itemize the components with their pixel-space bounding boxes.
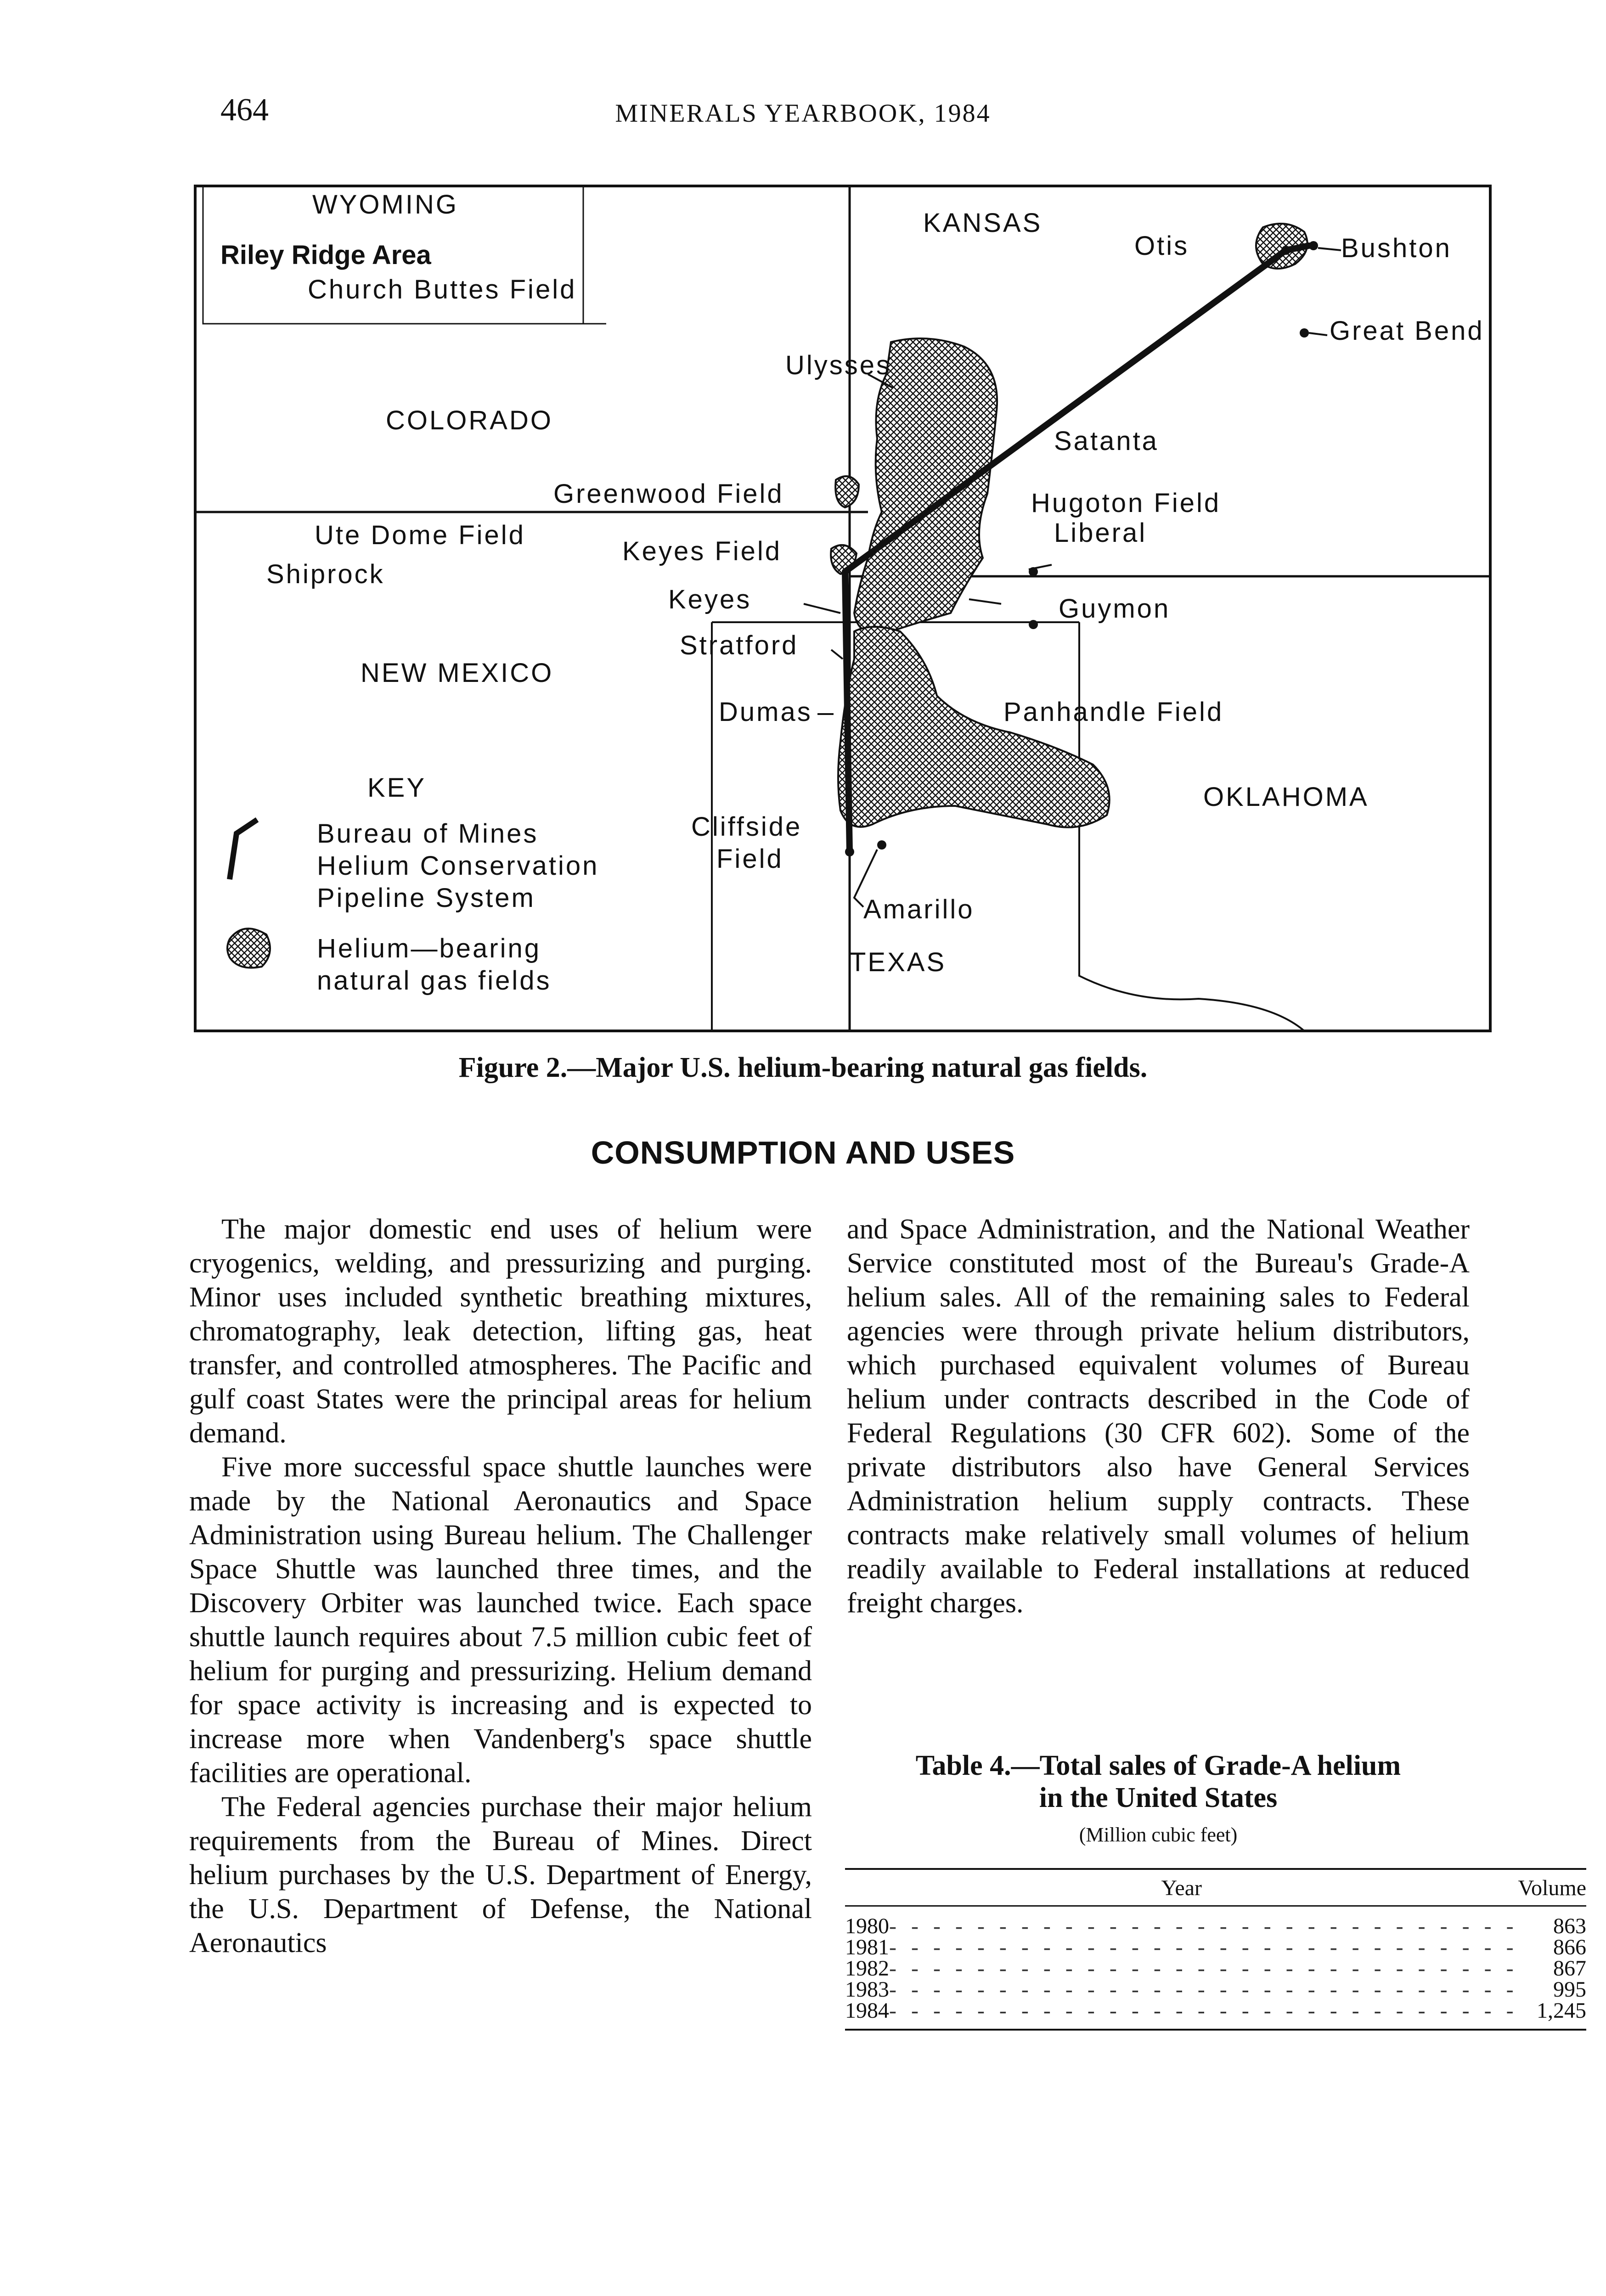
leader-dots: - - - - - - - - - - - - - - - - - - - - - - - - - - - - - (889, 1979, 1518, 2000)
key-pipeline-line-1: Bureau of Mines (317, 819, 539, 849)
label-panhandle-field: Panhandle Field (1003, 697, 1224, 727)
label-kansas: KANSAS (923, 208, 1042, 238)
label-greenwood-field: Greenwood Field (553, 479, 784, 509)
leader-dots: - - - - - - - - - - - - - - - - - - - - - - - - - - - - - (889, 1958, 1518, 1979)
table-header-row (845, 1869, 1586, 1906)
volume-cell: 867 (1553, 1956, 1586, 1981)
key-pipeline-line-3: Pipeline System (317, 883, 535, 913)
running-title: MINERALS YEARBOOK, 1984 (615, 99, 991, 128)
label-great-bend: Great Bend (1330, 316, 1484, 346)
label-oklahoma: OKLAHOMA (1203, 782, 1369, 812)
label-new-mexico: NEW MEXICO (361, 658, 554, 688)
leader-dots: - - - - - - - - - - - - - - - - - - - - - - - - - - - - - (889, 1914, 1518, 1937)
label-satanta: Satanta (1054, 426, 1159, 456)
year-cell: 1982 (845, 1956, 889, 1981)
label-ute-dome-field: Ute Dome Field (315, 520, 525, 550)
helium-fields-map (193, 181, 1493, 1035)
label-ulysses: Ulysses (785, 350, 892, 380)
label-otis: Otis (1134, 231, 1189, 261)
helium-sales-table (845, 1868, 1586, 2031)
table-title-line-1: Table 4.—Total sales of Grade-A helium (915, 1750, 1401, 1781)
paragraph: and Space Administration, and the National Weather Service constituted most of the Bureau's Grade-A helium sales. All of the remaining sales to Federal agencies were through private helium distributors, which purchased equivalent volumes of Bureau helium under contracts described in the Code of Federal Regulations (30 CFR 602). Some of the private distributors also have General Services Administration helium supply contracts. These contracts make relatively small volumes of helium readily available to Federal installations at reduced freight charges. (847, 1214, 1470, 1619)
map-svg (193, 181, 1493, 1035)
key-pipeline-line-2: Helium Conservation (317, 851, 599, 881)
volume-cell: 995 (1553, 1977, 1586, 2002)
label-dumas: Dumas (719, 697, 812, 727)
key-gas-line-1: Helium—bearing (317, 934, 541, 963)
paragraph: The major domestic end uses of helium were cryogenics, welding, and pressurizing and purging. Minor uses included synthetic breathing mixtures, chromatography, leak detection, lifting gas, heat transfer, and controlled atmospheres. The Pacific and gulf coast States were the principal areas for helium demand. (189, 1214, 812, 1449)
table-row (845, 1958, 1586, 1979)
paragraph: The Federal agencies purchase their major helium requirements from the Bureau of Mines. Direct helium purchases by the U.S. Department of Energy, the U.S. Department of Defense, the National Aeronautics (189, 1791, 812, 1958)
label-cliffside-line-1: Cliffside (691, 812, 802, 842)
key-gas-line-2: natural gas fields (317, 966, 552, 996)
table-title (847, 1750, 1470, 1814)
paragraph: Five more successful space shuttle launches were made by the National Aeronautics and Space Administration using Bureau helium. The Challenger Space Shuttle was launched three times, and the Discovery Orbiter was launched twice. Each space shuttle launch requires about 7.5 million cubic feet of helium for purging and pressurizing. Helium demand for space activity is increasing and is expected to increase more when Vandenberg's space shuttle facilities are operational. (189, 1452, 812, 1789)
label-guymon: Guymon (1059, 594, 1171, 624)
label-amarillo: Amarillo (863, 895, 975, 924)
leader-dots: - - - - - - - - - - - - - - - - - - - - - - - - - - - - - (889, 2000, 1518, 2030)
column-header-volume: Volume (1518, 1869, 1586, 1906)
column-header-year: Year (845, 1869, 1518, 1906)
year-cell: 1983 (845, 1977, 889, 2002)
table-row (845, 1979, 1586, 2000)
label-texas: TEXAS (850, 947, 947, 977)
label-keyes: Keyes (668, 585, 752, 614)
right-column (847, 1212, 1470, 1620)
label-bushton: Bushton (1341, 233, 1452, 263)
label-liberal: Liberal (1054, 518, 1147, 548)
key-title: KEY (367, 773, 427, 803)
year-cell: 1984 (845, 2000, 889, 2030)
label-riley-ridge: Riley Ridge Area (220, 240, 431, 270)
key-gas-symbol (227, 929, 270, 968)
label-church-buttes: Church Buttes Field (308, 275, 577, 304)
table-title-line-2: in the United States (1039, 1782, 1278, 1813)
table-row (845, 1906, 1586, 1937)
figure-caption: Figure 2.—Major U.S. helium-bearing natural gas fields. (458, 1052, 1148, 1083)
label-wyoming: WYOMING (312, 190, 458, 219)
table-row (845, 2000, 1586, 2030)
leader-dots: - - - - - - - - - - - - - - - - - - - - - - - - - - - - - (889, 1937, 1518, 1958)
page-number: 464 (220, 92, 269, 128)
year-cell: 1981 (845, 1935, 889, 1959)
label-stratford: Stratford (680, 630, 799, 660)
left-column (189, 1212, 812, 1960)
table-row (845, 1937, 1586, 1958)
volume-cell: 863 (1553, 1914, 1586, 1938)
label-shiprock: Shiprock (266, 559, 385, 589)
label-keyes-field: Keyes Field (622, 536, 782, 566)
label-colorado: COLORADO (386, 405, 553, 435)
label-hugoton-field: Hugoton Field (1031, 488, 1221, 518)
volume-cell: 866 (1553, 1935, 1586, 1959)
table-unit: (Million cubic feet) (1079, 1823, 1238, 1846)
label-cliffside-line-2: Field (716, 844, 783, 874)
section-heading: CONSUMPTION AND USES (591, 1135, 1015, 1171)
year-cell: 1980 (845, 1914, 889, 1938)
volume-cell: 1,245 (1518, 2000, 1586, 2030)
key-pipeline-symbol (230, 820, 257, 879)
